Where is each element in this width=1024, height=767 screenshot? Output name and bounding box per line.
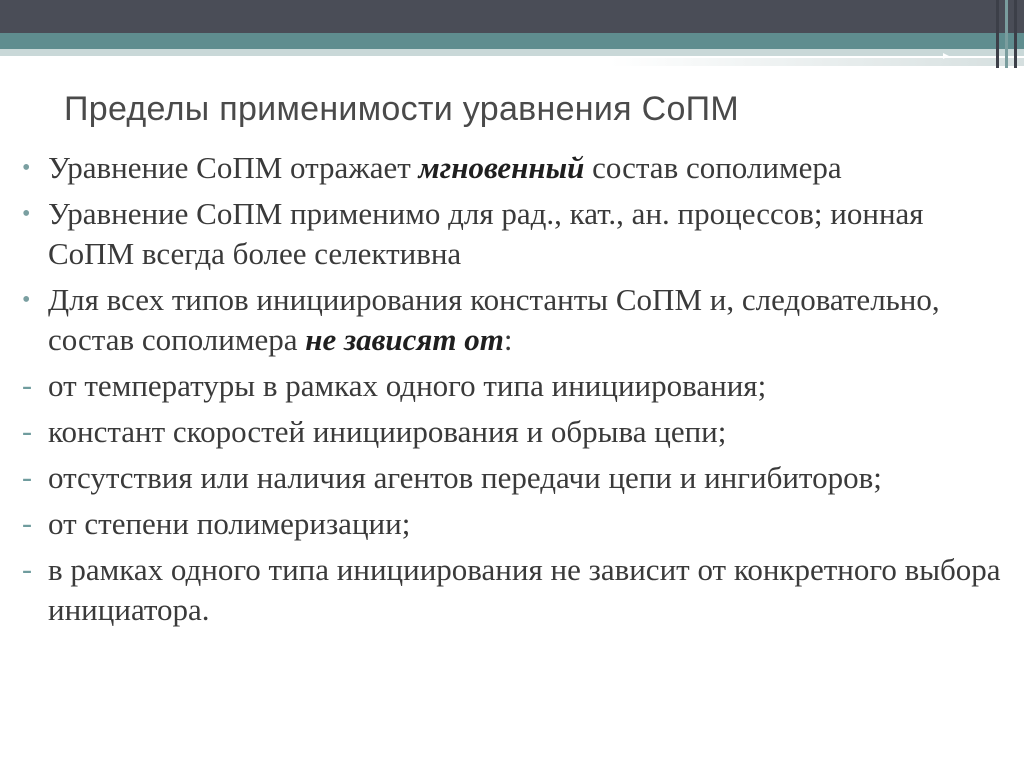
list-item (22, 412, 1012, 452)
item-text: Уравнение СоПМ применимо для рад., кат., ан. процессов; ионная СоПМ всегда более селективна (48, 196, 924, 271)
slide-title: Пределы применимости уравнения СоПМ (64, 90, 740, 128)
list-item (22, 458, 1012, 498)
list-item (22, 504, 1012, 544)
dash-marker: - (22, 415, 32, 448)
list-item (22, 148, 1012, 188)
dash-marker: - (22, 507, 32, 540)
item-text: Для всех типов инициирования константы СоПМ и, следовательно, состав сополимера не зависят от: (48, 282, 940, 357)
dash-marker: - (22, 369, 32, 402)
dash-marker: - (22, 461, 32, 494)
emphasis-text: мгновенный (418, 150, 585, 185)
list-item (22, 366, 1012, 406)
bullet-marker: • (22, 201, 31, 227)
item-text: от температуры в рамках одного типа инициирования; (48, 368, 767, 403)
emphasis-text: не зависят от (305, 322, 504, 357)
triangle-marker-icon (943, 53, 949, 59)
list-item (22, 194, 1012, 274)
item-text: Уравнение СоПМ отражает мгновенный состав сополимера (48, 150, 842, 185)
bullet-marker: • (22, 287, 31, 313)
slide-body (22, 148, 1012, 636)
dash-marker: - (22, 553, 32, 586)
banner-notch (996, 0, 999, 68)
banner-teal-stripe (0, 33, 1024, 49)
item-text: констант скоростей инициирования и обрыва цепи; (48, 414, 727, 449)
item-text: от степени полимеризации; (48, 506, 411, 541)
banner-notch (1005, 0, 1008, 68)
banner-dark-stripe (0, 0, 1024, 33)
banner-fade-stripe (610, 58, 1024, 66)
banner-light-stripe (0, 49, 1024, 56)
item-text: отсутствия или наличия агентов передачи цепи и ингибиторов; (48, 460, 882, 495)
list-item (22, 550, 1012, 630)
banner-notch (1014, 0, 1017, 68)
bullet-marker: • (22, 155, 31, 181)
list-item (22, 280, 1012, 360)
item-text: в рамках одного типа инициирования не зависит от конкретного выбора инициатора. (48, 552, 1001, 627)
